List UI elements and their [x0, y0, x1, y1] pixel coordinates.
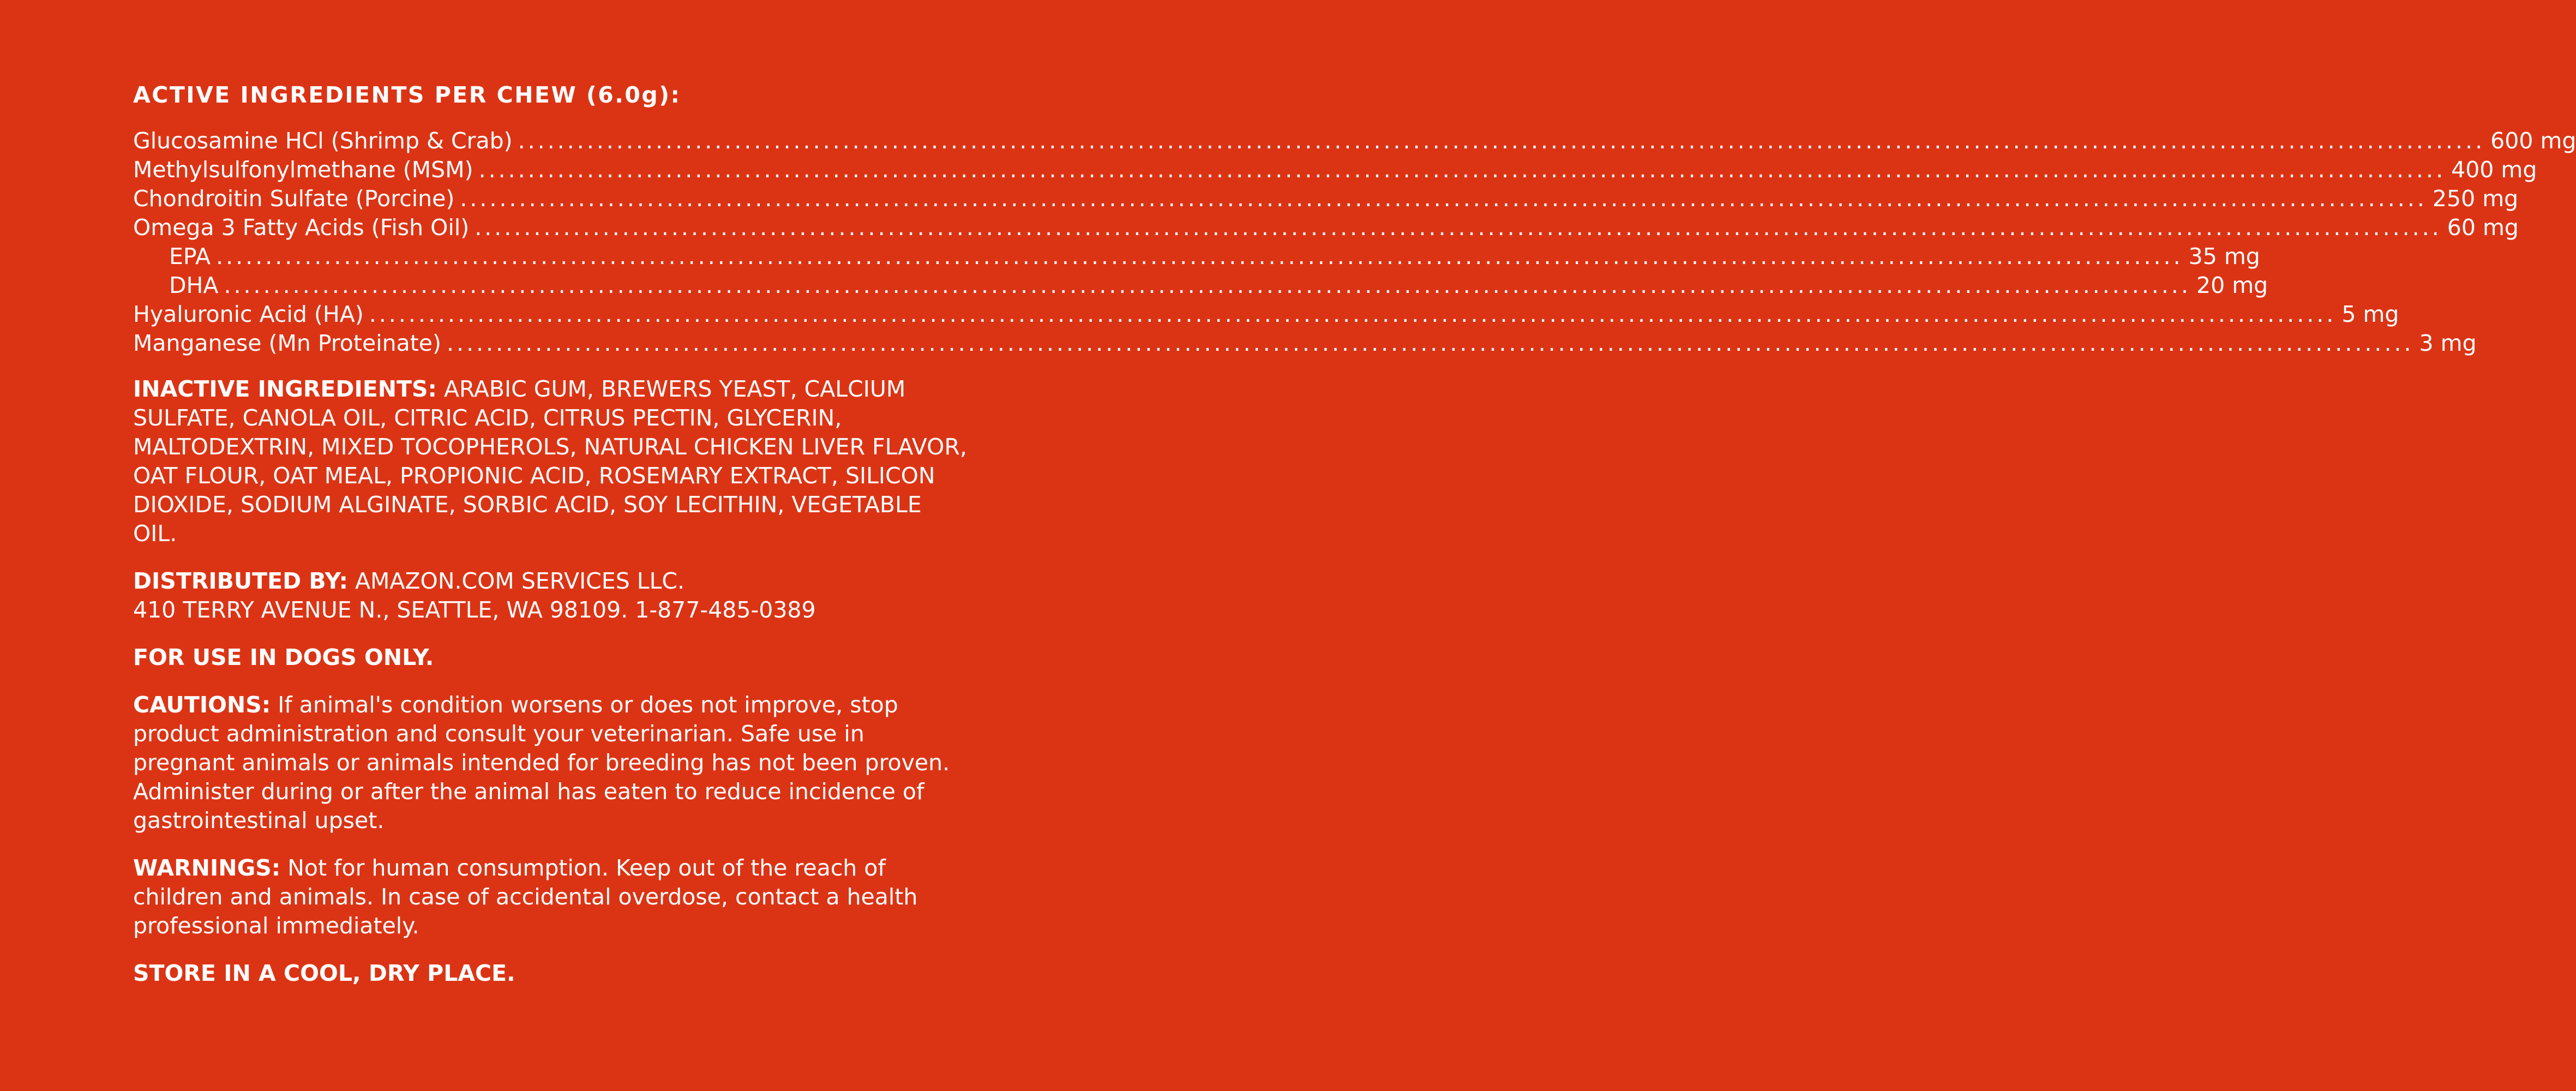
distributor-address: 410 TERRY AVENUE N., SEATTLE, WA 98109. 1-877-485-0389: [133, 597, 816, 623]
ingredient-name: Chondroitin Sulfate (Porcine): [133, 185, 455, 212]
ingredient-name: Methylsulfonylmethane (MSM): [133, 157, 473, 183]
ingredient-name: Hyaluronic Acid (HA): [133, 301, 364, 327]
dot-leader: ........................................................................................................................................................................................................: [369, 301, 2337, 327]
ingredient-row: [133, 329, 2477, 358]
warnings: [133, 854, 968, 940]
ingredient-name: Omega 3 Fatty Acids (Fish Oil): [133, 214, 470, 241]
ingredient-row: [133, 155, 2537, 184]
ingredient-amount: 400 mg: [2451, 157, 2537, 183]
dot-leader: ........................................................................................................................................................................................................: [478, 157, 2446, 183]
warnings-text: Not for human consumption. Keep out of the reach of children and animals. In case of accidental overdose, contact a health professional immediately.: [133, 855, 918, 939]
ingredient-row: [133, 127, 2576, 155]
inactive-ingredients-text: ARABIC GUM, BREWERS YEAST, CALCIUM SULFATE, CANOLA OIL, CITRIC ACID, CITRUS PECTIN, GLYCERIN, MALTODEXTRIN, MIXED TOCOPHEROLS, NATURAL CHICKEN LIVER FLAVOR, OAT FLOUR, OAT MEAL, PROPIONIC ACID, ROSEMARY EXTRACT, SILICON DIOXIDE, SODIUM ALGINATE, SORBIC ACID, SOY LECITHIN, VEGETABLE OIL.: [133, 376, 967, 547]
ingredient-amount: 60 mg: [2447, 214, 2519, 241]
ingredient-subrow: [133, 271, 2268, 300]
distributor-name: AMAZON.COM SERVICES LLC.: [347, 568, 685, 594]
distributor-info: [133, 567, 968, 625]
ingredient-name: EPA: [169, 243, 211, 269]
ingredient-amount: 3 mg: [2419, 330, 2477, 356]
cautions-text: If animal's condition worsens or does not improve, stop product administration and consult your veterinarian. Safe use in pregnant animals or animals intended for breeding has not been proven. Administer during or after the animal has eaten to reduce incidence of gastrointestinal upset.: [133, 692, 950, 834]
storage-notice: STORE IN A COOL, DRY PLACE.: [133, 960, 515, 986]
dogs-only-notice: FOR USE IN DOGS ONLY.: [133, 644, 434, 670]
distributor-heading: DISTRIBUTED BY:: [133, 568, 348, 594]
dot-leader: ........................................................................................................................................................................................................: [447, 330, 2414, 356]
inactive-ingredients: [133, 375, 968, 548]
warnings-heading: WARNINGS:: [133, 855, 281, 881]
active-ingredients-heading: ACTIVE INGREDIENTS PER CHEW (6.0g):: [133, 82, 681, 108]
inactive-ingredients-heading: INACTIVE INGREDIENTS:: [133, 376, 437, 402]
ingredient-name: Manganese (Mn Proteinate): [133, 330, 441, 356]
ingredient-name: Glucosamine HCl (Shrimp & Crab): [133, 128, 513, 154]
ingredient-amount: 600 mg: [2490, 128, 2576, 154]
ingredient-amount: 5 mg: [2341, 301, 2399, 327]
ingredient-amount: 35 mg: [2188, 243, 2260, 269]
supplement-label: [133, 82, 2576, 1006]
dot-leader: ........................................................................................................................................................................................................: [460, 185, 2427, 212]
ingredient-row: [133, 300, 2399, 329]
cautions: [133, 691, 968, 835]
ingredient-name: DHA: [169, 272, 219, 298]
dot-leader: ........................................................................................................................................................................................................: [518, 128, 2485, 154]
cautions-heading: CAUTIONS:: [133, 692, 271, 718]
ingredient-amount: 20 mg: [2196, 272, 2268, 298]
ingredient-row: [133, 184, 2519, 213]
ingredient-subrow: [133, 242, 2260, 271]
dot-leader: ........................................................................................................................................................................................................: [216, 243, 2183, 269]
dot-leader: ........................................................................................................................................................................................................: [475, 214, 2442, 241]
active-ingredients-list: [133, 127, 2576, 358]
ingredient-row: [133, 213, 2519, 242]
ingredient-amount: 250 mg: [2432, 185, 2519, 212]
dot-leader: ........................................................................................................................................................................................................: [224, 272, 2191, 298]
